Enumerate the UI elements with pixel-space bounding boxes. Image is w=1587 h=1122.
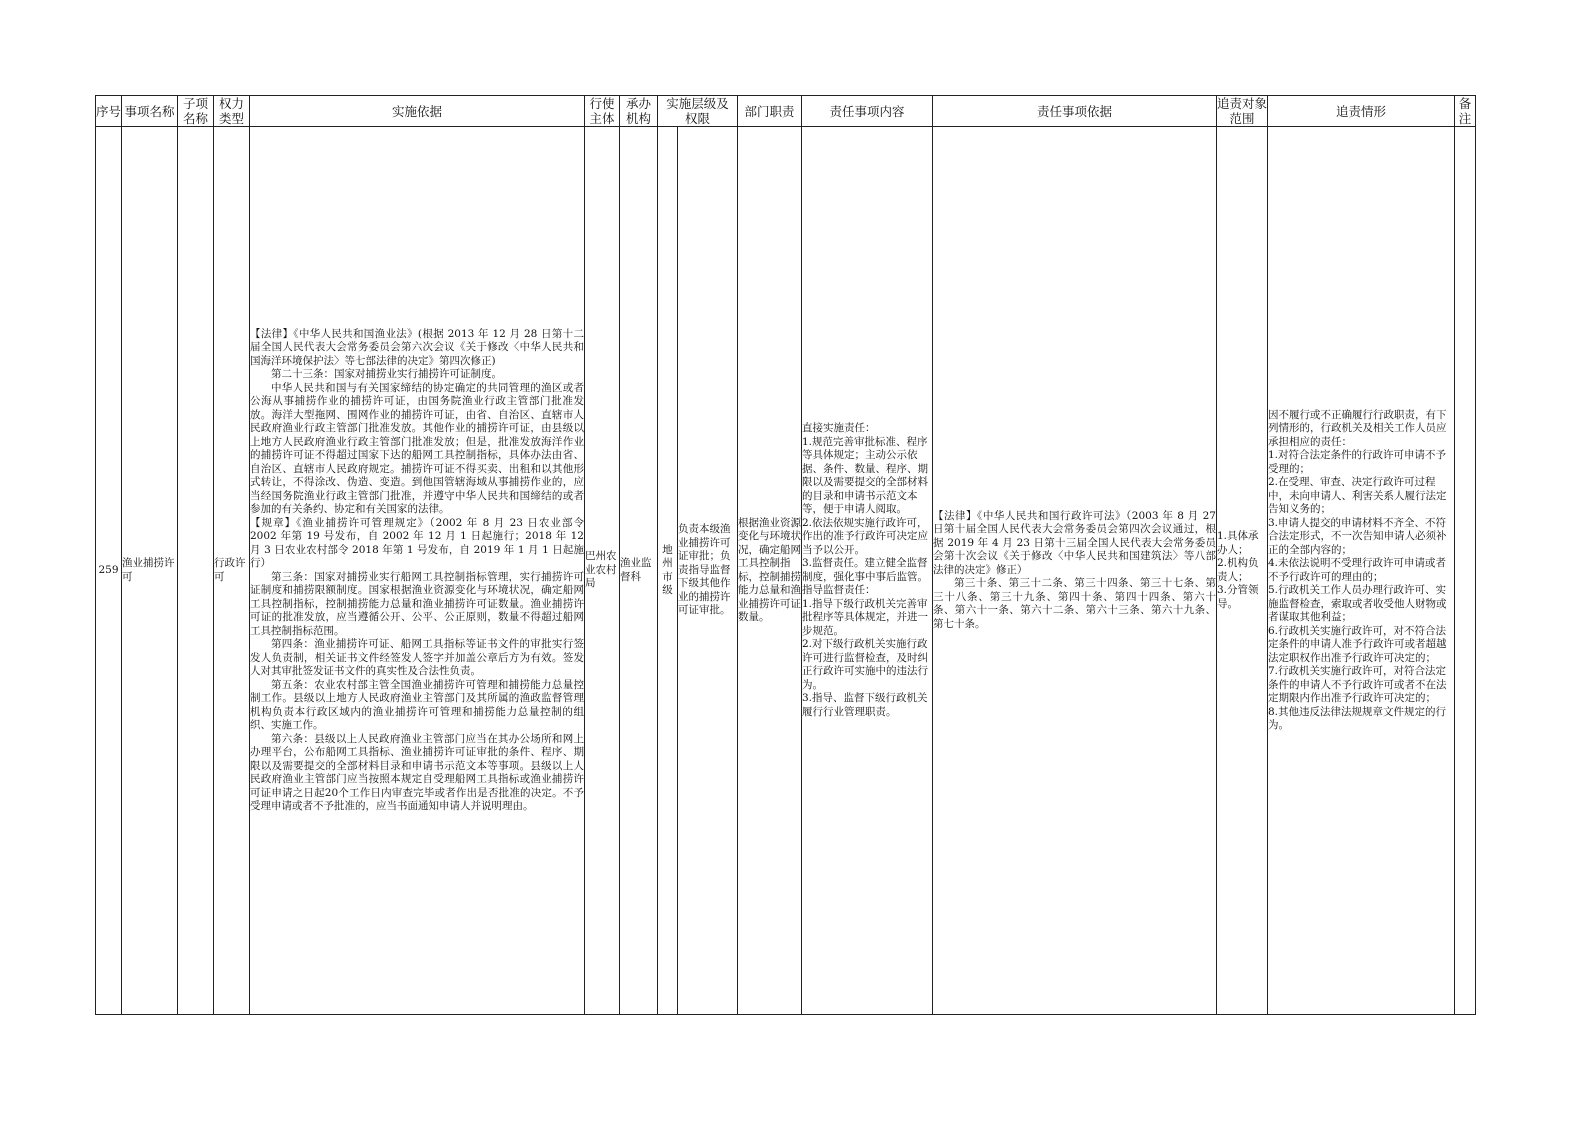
basis-paragraph: 第三条：国家对捕捞业实行船网工具控制指标管理，实行捕捞许可证制度和捕捞限额制度。国家根据渔业资源变化与环境状况，确定船网工具控制指标，控制捕捞能力总量和渔业捕捞许可证数量。渔业捕捞许可证的批准发放，应当遵循公开、公平、公正原则，数量不得超过船网工具控制指标范围。 (250, 570, 584, 637)
resp-content-line: 3.指导、监督下级行政机关履行行业管理职责。 (802, 692, 928, 718)
authority-list-table (95, 95, 1476, 1015)
row-agency: 渔业监督科 (620, 127, 658, 1015)
resp-content-line: 指导监督责任： (802, 584, 876, 596)
header-power-type: 权力类型 (214, 96, 250, 127)
scope-line: 3.分管领导。 (1217, 584, 1259, 610)
header-resp-basis: 责任事项依据 (933, 96, 1217, 127)
header-duty: 部门职责 (738, 96, 802, 127)
row-scope (1217, 127, 1268, 1015)
header-level: 实施层级及权限 (658, 96, 738, 127)
row-seq: 259 (96, 127, 122, 1015)
basis-paragraph: 第五条：农业农村部主管全国渔业捕捞许可管理和捕捞能力总量控制工作。县级以上地方人民政府渔业主管部门及其所属的渔政监督管理机构负责本行政区域内的渔业捕捞许可管理和捕捞能力总量控制的组织、实施工作。 (250, 678, 584, 731)
accountability-line: 1.对符合法定条件的行政许可申请不予受理的； (1268, 449, 1447, 475)
basis-text (250, 328, 584, 814)
row-level-a: 地州市级 (658, 127, 678, 1015)
accountability-line: 4.未依法说明不受理行政许可申请或者不予行政许可的理由的； (1268, 557, 1447, 583)
row-item-name: 渔业捕捞许可 (122, 127, 178, 1015)
row-subject: 巴州农业农村局 (585, 127, 620, 1015)
resp-content-text (802, 422, 932, 719)
resp-content-line: 直接实施责任： (802, 422, 876, 434)
header-remark: 备注 (1455, 96, 1476, 127)
header-accountability: 追责情形 (1268, 96, 1455, 127)
scope-line: 1.具体承办人； (1217, 530, 1259, 556)
basis-paragraph: 第二十三条：国家对捕捞业实行捕捞许可证制度。 (271, 368, 502, 380)
table-row (96, 127, 1476, 1015)
basis-paragraph: 第四条：渔业捕捞许可证、船网工具指标等证书文件的审批实行签发人负责制，相关证书文件经签发人签字并加盖公章后方为有效。签发人对其审批签发证书文件的真实性及合法性负责。 (250, 638, 584, 677)
row-duty: 根据渔业资源变化与环境状况，确定船网工具控制指标，控制捕捞能力总量和渔业捕捞许可证数量。 (738, 127, 802, 1015)
accountability-line: 7.行政机关实施行政许可，对符合法定条件的申请人不予行政许可或者不在法定期限内作出准予行政许可决定的； (1268, 665, 1447, 704)
row-resp-content (802, 127, 933, 1015)
header-item-name: 事项名称 (122, 96, 178, 127)
accountability-text (1268, 409, 1454, 733)
accountability-line: 因不履行或不正确履行行政职责，有下列情形的，行政机关及相关工作人员应承担相应的责任： (1268, 408, 1447, 448)
scope-text (1217, 530, 1267, 611)
basis-paragraph: 第六条：县级以上人民政府渔业主管部门应当在其办公场所和网上办理平台，公布船网工具指标、渔业捕捞许可证审批的条件、程序、期限以及需要提交的全部材料目录和申请书示范文本等事项。县级以上人民政府渔业主管部门应当按照本规定自受理船网工具指标或渔业捕捞许可证申请之日起20个工作日内审查完毕或者作出是否批准的决定。不予受理申请或者不予批准的，应当书面通知申请人并说明理由。 (250, 732, 584, 812)
header-seq: 序号 (96, 96, 122, 127)
basis-paragraph: 【规章】《渔业捕捞许可管理规定》（2002 年 8 月 23 日农业部令 2002 年第 19 号发布，自 2002 年 12 月 1 日起施行；2018 年 12 月 3 日农业农村部令 2018 年第 1 号发布，自 2019 年 1 月 1 日起施行） (250, 516, 584, 569)
accountability-line: 5.行政机关工作人员办理行政许可、实施监督检查，索取或者收受他人财物或者谋取其他利益； (1268, 584, 1447, 623)
resp-basis-paragraph: 第三十条、第三十二条、第三十四条、第三十七条、第三十八条、第三十九条、第四十条、第四十四条、第六十条、第六十一条、第六十二条、第六十三条、第六十九条、第七十条。 (933, 577, 1216, 630)
header-row (96, 96, 1476, 127)
resp-basis-paragraph: 【法律】《中华人民共和国行政许可法》（2003 年 8 月 27 日第十届全国人民代表大会常务委员会第四次会议通过，根据 2019 年 4 月 23 日第十三届全国人民代表大会常务委员会第十次会议《关于修改〈中华人民共和国建筑法〉等八部法律的决定》修正） (933, 509, 1216, 576)
basis-paragraph: 中华人民共和国与有关国家缔结的协定确定的共同管理的渔区或者公海从事捕捞作业的捕捞许可证，由国务院渔业行政主管部门批准发放。海洋大型拖网、围网作业的捕捞许可证，由省、自治区、直辖市人民政府渔业行政主管部门批准发放。其他作业的捕捞许可证，由县级以上地方人民政府渔业行政主管部门批准发放；但是，批准发放海洋作业的捕捞许可证不得超过国家下达的船网工具控制指标，具体办法由省、自治区、直辖市人民政府规定。捕捞许可证不得买卖、出租和以其他形式转让，不得涂改、伪造、变造。到他国管辖海域从事捕捞作业的，应当经国务院渔业行政主管部门批准，并遵守中华人民共和国缔结的或者参加的有关条约、协定和有关国家的法律。 (250, 381, 584, 515)
row-accountability (1268, 127, 1455, 1015)
resp-basis-text (933, 510, 1216, 632)
row-remark (1455, 127, 1476, 1015)
resp-content-line: 1.规范完善审批标准、程序等具体规定；主动公示依据、条件、数量、程序、期限以及需要提交的全部材料的目录和申请书示范文本等，便于申请人阅取。 (802, 435, 928, 515)
row-basis (250, 127, 585, 1015)
row-level-b: 负责本级渔业捕捞许可证审批；负责指导监督下级其他作业的捕捞许可证审批。 (678, 127, 738, 1015)
row-sub-item (178, 127, 214, 1015)
accountability-line: 8.其他违反法律法规规章文件规定的行为。 (1268, 705, 1447, 731)
accountability-line: 3.申请人提交的申请材料不齐全、不符合法定形式，不一次告知申请人必须补正的全部内容的； (1268, 516, 1447, 556)
row-resp-basis (933, 127, 1217, 1015)
row-power-type: 行政许可 (214, 127, 250, 1015)
header-scope: 追责对象范围 (1217, 96, 1268, 126)
header-sub-item: 子项名称 (178, 96, 214, 127)
basis-paragraph: 【法律】《中华人民共和国渔业法》(根据 2013 年 12 月 28 日第十二届全国人民代表大会常务委员会第六次会议《关于修改〈中华人民共和国海洋环境保护法〉等七部法律的决定》第四次修正) (250, 327, 584, 367)
header-agency: 承办机构 (620, 96, 658, 127)
header-subject: 行使主体 (585, 96, 620, 127)
header-basis: 实施依据 (250, 96, 585, 127)
header-resp-content: 责任事项内容 (802, 96, 933, 127)
accountability-line: 6.行政机关实施行政许可，对不符合法定条件的申请人准予行政许可或者超越法定职权作出准予行政许可决定的； (1268, 624, 1447, 664)
resp-content-line: 2.对下级行政机关实施行政许可进行监督检查，及时纠正行政许可实施中的违法行为。 (802, 638, 928, 691)
resp-content-line: 2.依法依规实施行政许可，作出的准予行政许可决定应当予以公开。 (802, 516, 928, 556)
accountability-line: 2.在受理、审查、决定行政许可过程中，未向申请人、利害关系人履行法定告知义务的； (1268, 476, 1447, 515)
scope-line: 2.机构负责人； (1217, 557, 1259, 583)
resp-content-line: 3.监督责任。建立健全监督制度，强化事中事后监管。 (802, 557, 928, 583)
resp-content-line: 1.指导下级行政机关完善审批程序等具体规定，并进一步规范。 (802, 597, 928, 637)
